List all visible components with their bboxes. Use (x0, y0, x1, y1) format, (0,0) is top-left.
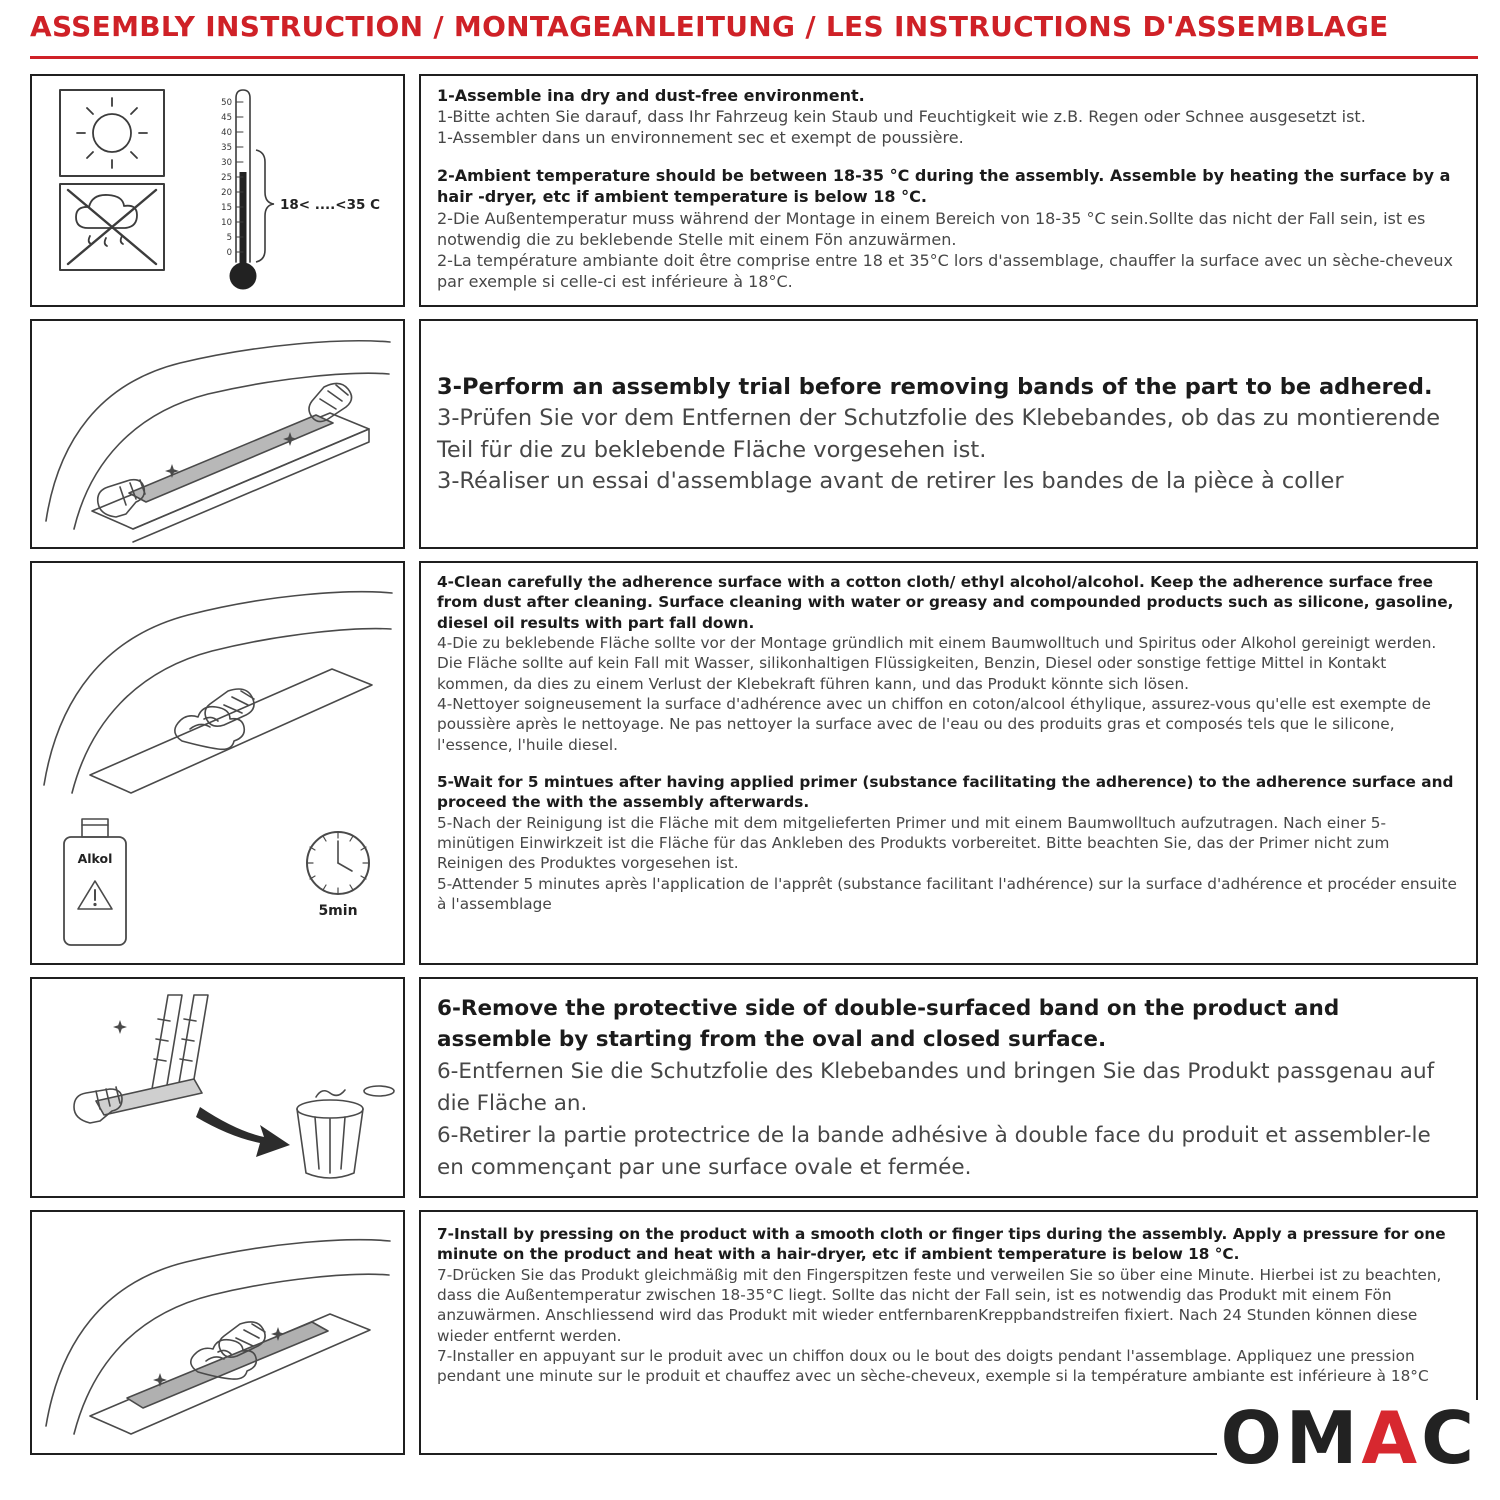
car-door-outline (44, 592, 392, 793)
step4-text-de: 4-Die zu beklebende Fläche sollte vor der Montage gründlich mit einem Baumwolltuch und Spiritus oder Alkohol gereinigt werden. Die Fläche sollte auf kein Fall mit Wasser, silikonhaltigen Flüssigkeiten, Benzin, Diesel oder sonstige fettige Mittel in Kontakt kommen, da dies zu einem Verlust der Klebekraft führen kann, und das Produkt könnte sich lösen. (437, 634, 1437, 693)
step3-text-de: 3-Prüfen Sie vor dem Entfernen der Schutzfolie des Klebebandes, ob das zu montierende Teil für die zu beklebende Fläche vorgesehen ist. (437, 405, 1441, 463)
step3-text-fr: 3-Réaliser un essai d'assemblage avant de retirer les bandes de la pièce à coller (437, 468, 1344, 494)
step1-text-fr: 1-Assembler dans un environnement sec et exempt de poussière. (437, 128, 964, 148)
step7-text-en: 7-Install by pressing on the product with a smooth cloth or finger tips during the assembly. Apply a pressure for one minute on the product and heat with a hair-dryer, etc if ambient temperature is below 18 °C. (437, 1225, 1446, 1264)
step5-text-fr: 5-Attender 5 minutes après l'application de l'apprêt (substance facilitant l'adhérence) sur la surface d'adhérence et procéder ensuite à l'assemblage (437, 874, 1457, 914)
logo-text-a: A (1361, 1396, 1422, 1480)
step3-text-en: 3-Perform an assembly trial before removing bands of the part to be adhered. (437, 373, 1433, 400)
sun-icon (60, 90, 164, 176)
step5-text-en: 5-Wait for 5 mintues after having applied primer (substance facilitating the adherence) to the adherence surface and proceed the with the assembly afterwards. (437, 773, 1454, 812)
remove-band-drawing (32, 979, 403, 1196)
trash-can-icon (297, 1086, 394, 1178)
alcohol-bottle-icon (64, 819, 126, 945)
section-6-text (419, 977, 1478, 1198)
car-door-outline (46, 341, 390, 542)
svg-text:40: 40 (221, 128, 232, 138)
door-sill-trim-strip (127, 1322, 328, 1408)
omac-logo (1217, 1396, 1482, 1480)
section-3-text (419, 319, 1478, 549)
svg-text:25: 25 (221, 173, 232, 183)
section-remove-band (30, 977, 1478, 1198)
step6-text-en: 6-Remove the protective side of double-surfaced band on the product and assemble by starting from the oval and closed surface. (437, 995, 1340, 1053)
section-clean-surface-primer (30, 561, 1478, 965)
step1-text-de: 1-Bitte achten Sie darauf, dass Ihr Fahrzeug kein Staub und Feuchtigkeit wie z.B. Regen oder Schnee ausgesetzt ist. (437, 107, 1366, 127)
temperature-conditions-illustration (30, 74, 405, 307)
section-assembly-trial (30, 319, 1478, 549)
step6-text-de: 6-Entfernen Sie die Schutzfolie des Klebebandes und bringen Sie das Produkt passgenau auf die Fläche an. (437, 1059, 1435, 1116)
product-part-icon (96, 1079, 202, 1115)
assembly-trial-drawing (32, 321, 403, 547)
sparkle-icons (113, 1020, 127, 1034)
svg-text:35: 35 (221, 143, 232, 153)
temperature-range-callout (256, 150, 380, 262)
svg-text:10: 10 (221, 218, 232, 228)
car-door-outline (46, 1240, 390, 1434)
bottle-label: Alkol (77, 851, 113, 866)
step7-text-fr: 7-Installer en appuyant sur le produit avec un chiffon doux ou le bout des doigts pendant l'assemblage. Appliquez une pression pendant une minute sur le produit et chauffez avec un sèche-cheveux, exemple si la température ambiante est inférieure à 18°C (437, 1347, 1429, 1386)
section-1-text (419, 74, 1478, 307)
arrow-icon (196, 1107, 290, 1157)
door-sill-trim-strip (129, 415, 333, 502)
thermometer-icon (230, 90, 257, 290)
step1-text-en: 1-Assemble ina dry and dust-free environment. (437, 86, 865, 105)
svg-text:0: 0 (226, 248, 232, 258)
assembly-trial-illustration (30, 319, 405, 549)
remove-band-illustration (30, 977, 405, 1198)
logo-text-c: C (1421, 1396, 1478, 1480)
svg-text:50: 50 (221, 98, 232, 108)
no-rain-icon (60, 184, 164, 270)
step6-text-fr: 6-Retirer la partie protectrice de la bande adhésive à double face du produit et assembler-le en commençant par une surface ovale et fermée. (437, 1122, 1431, 1180)
temperature-range-label: 18< ....<35 C (280, 197, 381, 213)
instruction-rows (30, 74, 1478, 1455)
logo-text-om: OM (1220, 1396, 1362, 1480)
step4-text-fr: 4-Nettoyer soigneusement la surface d'adhérence avec un chiffon en coton/alcool éthylique, assurez-vous qu'elle est exempte de poussière après le nettoyage. Ne pas nettoyer la surface avec de l'eau ou des produits gras et composés tels que le silicone, l'essence, l'huile diesel. (437, 695, 1431, 754)
thermometer-scale-labels (221, 98, 232, 258)
step4-text-en: 4-Clean carefully the adherence surface with a cotton cloth/ ethyl alcohol/alcohol. Keep the adherence surface free from dust after cleaning. Surface cleaning with water or greasy and compounded products such as silicone, gasoline, diesel oil results with part fall down. (437, 573, 1454, 632)
temperature-conditions-drawing (32, 76, 403, 305)
svg-text:15: 15 (221, 203, 232, 213)
svg-text:5: 5 (226, 233, 232, 243)
title-underline (30, 56, 1478, 59)
press-install-drawing (32, 1212, 403, 1453)
step7-text-de: 7-Drücken Sie das Produkt gleichmäßig mit den Fingerspitzen feste und verweilen Sie so über eine Minute. Hierbei ist zu beachten, dass die Außentemperatur zwischen 18-35°C liegt. Sollte das nicht der Fall sein, ist es notwendig das Produkt mit einem Fön anzuwärmen. Anschliessend wird das Produkt mit wieder entfernbarenKreppbandstreifen fixiert. Nach 24 Stunden können diese wieder entfernt werden. (437, 1265, 1442, 1345)
svg-text:45: 45 (221, 113, 232, 123)
clean-surface-illustration (30, 561, 405, 965)
step2-text-en: 2-Ambient temperature should be between 18-35 °C during the assembly. Assemble by heating the surface by a hair -dryer, etc if ambient temperature is below 18 °C. (437, 166, 1451, 207)
step5-text-de: 5-Nach der Reinigung ist die Fläche mit dem mitgelieferten Primer und mit einem Baumwolltuch aufzutragen. Nach einer 5-minütigen Einwirkzeit ist die Fläche für das Ankleben des Produkts vorbereitet. Bitte beachten Sie, das der Primer nicht zum Reinigen des Produktes vorgesehen ist. (437, 813, 1390, 873)
clock-icon (307, 832, 369, 894)
svg-text:30: 30 (221, 158, 232, 168)
step2-text-fr: 2-La température ambiante doit être comprise entre 18 et 35°C lors d'assemblage, chauffer la surface avec un sèche-cheveux par exemple si celle-ci est inférieure à 18°C. (437, 250, 1453, 291)
section-4-5-text (419, 561, 1478, 965)
clock-label: 5min (318, 903, 358, 919)
section-environment-temperature (30, 74, 1478, 307)
press-install-illustration (30, 1210, 405, 1455)
cleaning-cloth-icon (175, 707, 244, 750)
svg-text:20: 20 (221, 188, 232, 198)
page-title: ASSEMBLY INSTRUCTION / MONTAGEANLEITUNG / LES INSTRUCTIONS D'ASSEMBLAGE (30, 10, 1389, 43)
clean-surface-drawing (32, 563, 403, 963)
step2-text-de: 2-Die Außentemperatur muss während der Montage in einem Bereich von 18-35 °C sein.Sollte das nicht der Fall sein, ist es notwendig die zu beklebende Stelle mit einem Fön anzuwärmen. (437, 208, 1426, 249)
protective-bands-icon (152, 995, 208, 1091)
